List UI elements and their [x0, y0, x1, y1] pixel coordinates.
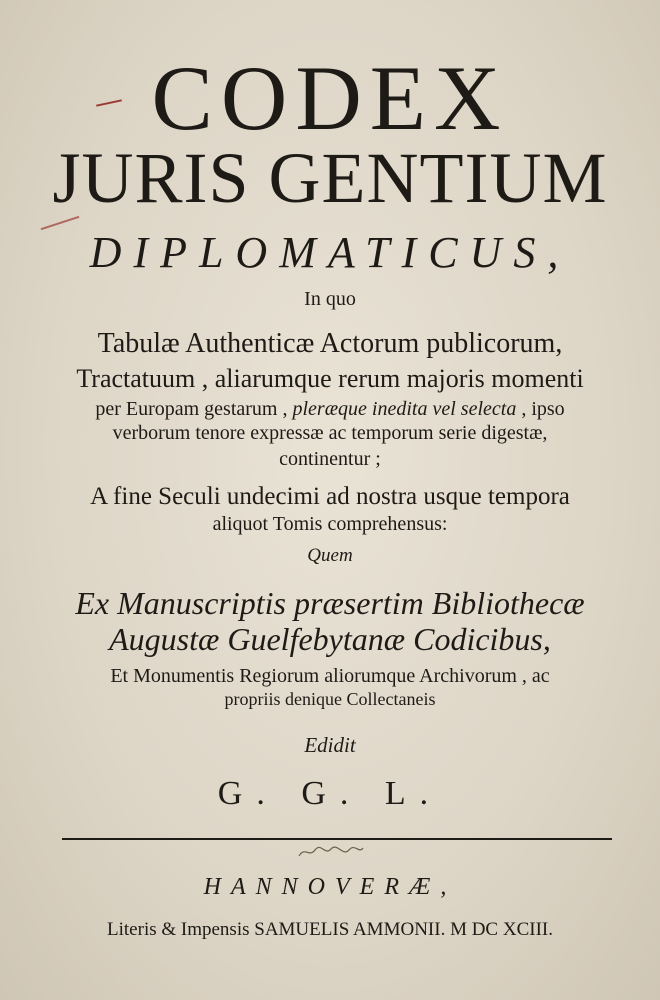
text-per-europam-a: per Europam gestarum ,: [95, 398, 288, 420]
text-tabulae: Tabulæ Authenticæ Actorum publicorum,: [97, 328, 563, 359]
imprint-city: HANNOVERÆ,: [203, 874, 457, 900]
text-author: G. G. L.: [217, 775, 443, 812]
text-per-europam-italic: pleræque inedita vel selecta: [292, 398, 517, 420]
handwritten-signature: [0, 844, 660, 866]
text-augustae: Augustæ Guelfebytanæ Codicibus,: [109, 621, 551, 657]
title-codex: CODEX: [151, 47, 509, 149]
text-verborum: verborum tenore expressæ ac temporum serie digestæ,: [112, 422, 548, 444]
text-per-europam-b: , ipso: [521, 398, 565, 420]
text-quem: Quem: [307, 545, 353, 566]
title-juris-gentium: JURIS GENTIUM: [52, 138, 608, 218]
text-edidit: Edidit: [304, 733, 356, 757]
text-et-monumentis: Et Monumentis Regiorum aliorumque Archivorum , ac: [110, 665, 550, 687]
text-aliquot: aliquot Tomis comprehensus:: [212, 513, 448, 535]
text-per-europam: [0, 397, 660, 421]
text-a-fine: A fine Seculi undecimi ad nostra usque tempora: [90, 483, 570, 510]
text-in-quo: In quo: [304, 288, 356, 310]
text-continentur: continentur ;: [279, 448, 381, 470]
divider-rule: [62, 838, 612, 840]
signature-icon: [295, 844, 365, 860]
text-tractatuum: Tractatuum , aliarumque rerum majoris momenti: [76, 364, 584, 393]
text-ex-manuscriptis: Ex Manuscriptis præsertim Bibliothecæ: [75, 585, 585, 621]
imprint-printer: Literis & Impensis SAMUELIS AMMONII. M DC XCIII.: [107, 919, 553, 940]
text-propriis: propriis denique Collectaneis: [224, 689, 436, 709]
title-diplomaticus: DIPLOMATICUS,: [89, 228, 571, 277]
